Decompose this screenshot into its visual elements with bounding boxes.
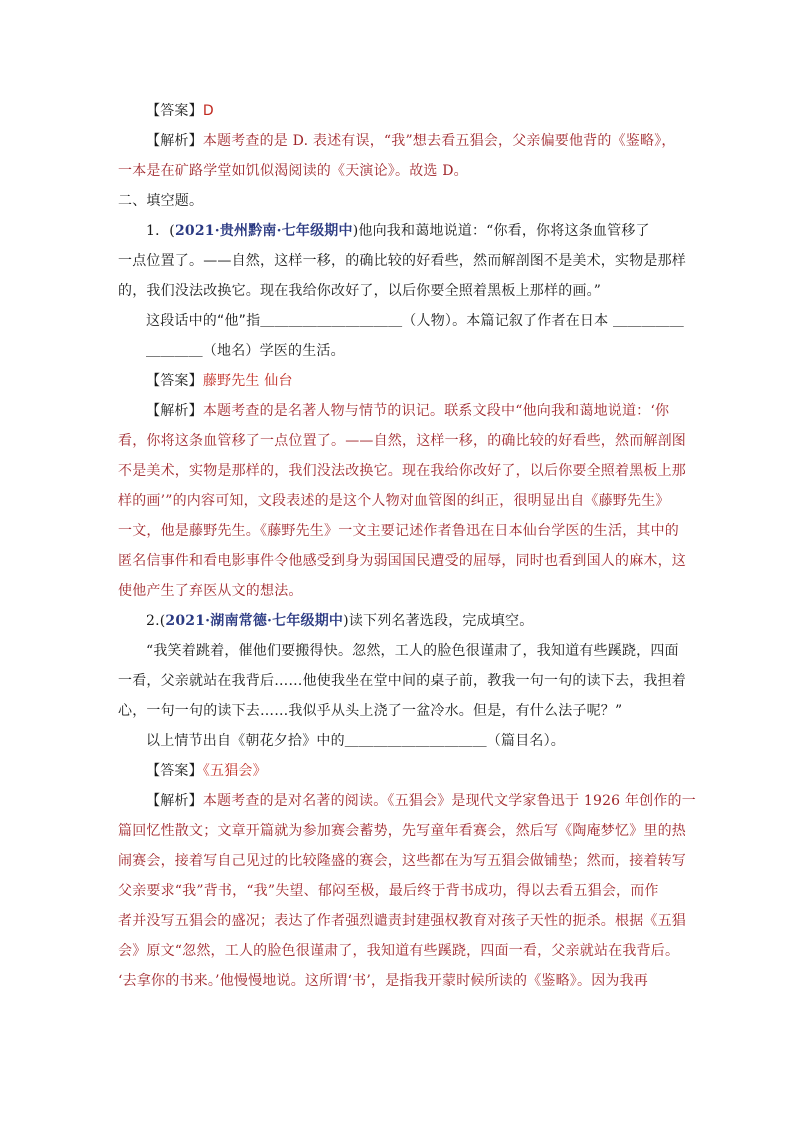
q2-analysis-line-2: 篇回忆性散文；文章开篇就为参加赛会蓄势，先写童年看赛会，然后写《陶庵梦忆》里的热 (118, 823, 686, 839)
q2-prompt: 读下列名著选段，完成填空。 (348, 613, 534, 629)
q1-blank-line-1: 这段话中的“他”指＿＿＿＿＿＿＿＿＿＿（人物）。本篇记叙了作者在日本 ＿＿＿＿＿ (146, 313, 684, 329)
q2-blank-line: 以上情节出自《朝花夕拾》中的＿＿＿＿＿＿＿＿＿＿（篇目名）。 (146, 733, 565, 749)
answer-value: D (202, 103, 214, 119)
analysis-text: 本题考查的是 D. 表述有误，“我”想去看五猖会，父亲偏要他背的《鉴略》， (202, 133, 676, 149)
answer-tag: 【答案】 (146, 763, 203, 779)
analysis-text: 本题考查的是对名著的阅读。《五猖会》是现代文学家鲁迅于 1926 年创作的一 (202, 793, 696, 809)
q1-source: 2021·贵州黔南·七年级期中 (174, 223, 353, 239)
answer-tag: 【答案】 (146, 373, 203, 389)
analysis-tag: 【解析】 (146, 793, 203, 809)
q2-analysis-line-1 (118, 786, 696, 816)
q1-close: ) (352, 223, 359, 239)
answer-value: 藤野先生 仙台 (202, 373, 293, 389)
answer-tag: 【答案】 (146, 103, 203, 119)
q1-analysis-line-2: 看，你将这条血管移了一点位置了。——自然，这样一移，的确比较的好看些，然而解剖图 (118, 433, 686, 449)
q2-analysis-line-5: 者并没写五猖会的盛况；表达了作者强烈谴责封建强权教育对孩子天性的扼杀。根据《五猖 (118, 913, 686, 929)
q2-close: ) (343, 613, 349, 629)
q1-text: 他向我和蔼地说道：“你看，你将这条血管移了 (358, 223, 650, 239)
q2-analysis-line-4: 父亲要求“我”背书，“我”失望、郁闷至极，最后终于背书成功，得以去看五猖会，而作 (118, 883, 659, 899)
q1-question-line-2: 一点位置了。——自然，这样一移，的确比较的好看些，然而解剖图不是美术，实物是那样 (118, 253, 686, 269)
q1-analysis-line-4: 样的画’”的内容可知，文段表述的是这个人物对血管图的纠正，很明显出自《藤野先生》 (118, 493, 670, 509)
q1-blank-line-2: ＿＿＿＿（地名）学医的生活。 (146, 343, 345, 359)
document-page (118, 96, 696, 996)
q0-analysis-line-1 (118, 126, 678, 156)
q2-analysis-line-6: 会》原文“忽然，工人的脸色很谨肃了，我知道有些蹊跷，四面一看，父亲就站在我背后。 (118, 943, 680, 959)
q1-answer-line (118, 366, 678, 396)
q2-analysis-line-3: 闹赛会，接着写自己见过的比较隆盛的赛会，这些都在为写五猖会做铺垫；然而，接着转写 (118, 853, 686, 869)
analysis-tag: 【解析】 (146, 133, 203, 149)
answer-value: 《五猖会》 (202, 763, 267, 779)
q2-quote-line-3: 心，一句一句的读下去……我似乎从头上浇了一盆冷水。但是，有什么法子呢？” (118, 703, 623, 719)
q2-answer-line (118, 756, 678, 786)
q2-question-line (118, 606, 678, 636)
analysis-text: 本题考查的是名著人物与情节的识记。联系文段中“他向我和蔼地说道：‘你 (202, 403, 670, 419)
q1-question-line-1 (118, 216, 678, 246)
analysis-tag: 【解析】 (146, 403, 203, 419)
q1-analysis-line-3: 不是美术，实物是那样的，我们没法改换它。现在我给你改好了，以后你要全照着黑板上那 (118, 463, 686, 479)
q2-quote-line-2: 一看，父亲就站在我背后……他使我坐在堂中间的桌子前，教我一句一句的读下去，我担着 (118, 673, 686, 689)
q2-quote-line-1: “我笑着跳着，催他们要搬得快。忽然，工人的脸色很谨肃了，我知道有些蹊跷，四面 (146, 643, 679, 659)
q0-analysis-line-2: 一本是在矿路学堂如饥似渴阅读的《天演论》。故选 D。 (118, 163, 468, 179)
q1-number: 1．( (146, 223, 175, 239)
q2-analysis-line-7: ‘去拿你的书来。’他慢慢地说。这所谓‘书’，是指我开蒙时候所读的《鉴略》。因为我再 (118, 973, 648, 989)
q1-question-line-3: 的，我们没法改换它。现在我给你改好了，以后你要全照着黑板上那样的画。” (118, 283, 602, 299)
q1-analysis-line-6: 匿名信事件和看电影事件令他感受到身为弱国国民遭受的屈辱，同时也看到国人的麻木，这 (118, 553, 686, 569)
q2-source: 2021·湖南常德·七年级期中 (165, 613, 344, 629)
q1-analysis-line-1 (118, 396, 678, 426)
section-heading: 二、填空题。 (118, 193, 204, 209)
q1-analysis-line-7: 使他产生了弃医从文的想法。 (118, 583, 303, 599)
q0-answer-line (118, 96, 678, 126)
q1-analysis-line-5: 一文，他是藤野先生。《藤野先生》一文主要记述作者鲁迅在日本仙台学医的生活，其中的 (118, 523, 679, 539)
q2-number: 2.( (146, 613, 166, 629)
